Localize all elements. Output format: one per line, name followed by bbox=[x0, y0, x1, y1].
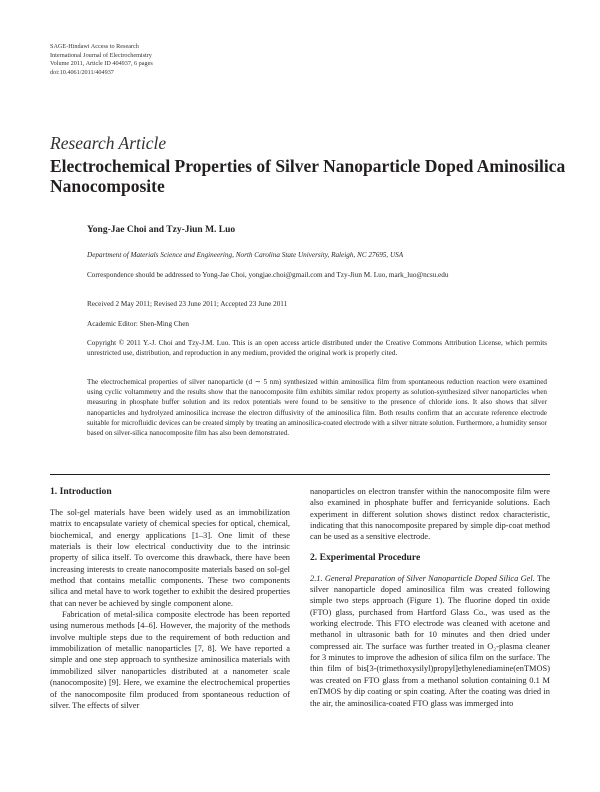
header-line-publisher: SAGE-Hindawi Access to Research bbox=[50, 43, 139, 50]
affiliation: Department of Materials Science and Engineering, North Carolina State University, Raleigh, NC 27695, USA bbox=[87, 251, 404, 259]
section-divider bbox=[50, 474, 550, 475]
article-type: Research Article bbox=[50, 133, 167, 153]
article-title: Electrochemical Properties of Silver Nanoparticle Doped Aminosilica Nanocomposite bbox=[50, 156, 566, 196]
experimental-paragraph-1 bbox=[310, 573, 550, 709]
correspondence: Correspondence should be addressed to Yong-Jae Choi, yongjae.choi@gmail.com and Tzy-Jiun M. Luo, mark_luo@ncsu.edu bbox=[87, 271, 449, 279]
academic-editor: Academic Editor: Shen-Ming Chen bbox=[87, 320, 190, 328]
header-line-doi: doi:10.4061/2011/404937 bbox=[50, 68, 114, 76]
experimental-text: The silver nanoparticle doped aminosilica film was created following simple two steps approach (Figure 1). The fluorine doped tin oxide (FTO) glass, purchased from Hartford Glass Co., was used as the working electrode. This FTO electrode was cleaned with acetone and methanol in ultrasonic bath for 10 minutes and then dried under compressed air. The surface was further treated in O₂-plasma cleaner for 3 minutes to improve the adhesion of silica film on the surface. The thin film of bis[3-(trimethoxysilyl)propyl]ethylenediamine(enTMOS) was created on FTO glass from a methanol solution containing 0.1 M enTMOS by dip coating or spin coating. After the coating was dried in the air, the aminosilica-coated FTO glass was immerged into bbox=[310, 573, 550, 708]
introduction-paragraph-1: The sol-gel materials have been widely used as an immobilization matrix to encapsulate variety of chemical species for optical, chemical, biochemical, and energy applications [1–3]. One limit of these materials is their low electrical conductivity due to the intrinsic property of silica itself. To overcome this drawback, there have been increasing interests to create nanocomposite materials based on sol-gel method that contains metallic components. These two components silica and metal have to work together to exhibit the desired properties that can never be achieved by single component alone. bbox=[50, 508, 290, 608]
right-column bbox=[310, 486, 550, 709]
introduction-heading: 1. Introduction bbox=[50, 486, 112, 497]
experimental-heading: 2. Experimental Procedure bbox=[310, 551, 421, 563]
abstract: The electrochemical properties of silver nanoparticle (d ∼ 5 nm) synthesized within aminosilica film from spontaneous reduction reaction were examined using cyclic voltammetry and the results show that the nanocomposite film exhibits similar redox property as solution-synthesized silver nanoparticles when measuring in phosphate buffer solution and its redox potentials were found to be sensitive to the presence of chloride ions. It also shows that silver nanoparticles and hydrolyzed aminosilica increase the electron diffusivity of the aminosilica film. Both results confirm that an accurate reference electrode suitable for microfluidic devices can be created simply by treating an aminosilica-coated electrode with a silver nitrate solution. Furthermore, a humidity sensor based on silver-silica nanocomposite film has also been demonstrated. bbox=[87, 378, 547, 438]
header-line-volume: Volume 2011, Article ID 404937, 6 pages bbox=[50, 60, 153, 68]
introduction-paragraph-2: Fabrication of metal-silica composite electrode has been reported using numerous methods [4–6]. However, the majority of the methods involve multiple steps due to the requirement of both reduction and immobilization of metallic nanoparticles [7, 8]. We have reported a simple and one step approach to synthesize aminosilica materials with immobilized silver nanoparticles distributed at a nanometer scale (nanocomposite) [9]. Here, we examine the electrochemical properties of the nanocomposite film produced from spontaneous reduction of silver. The effects of silver bbox=[50, 610, 290, 710]
subsection-heading: 2.1. General Preparation of Silver Nanoparticle Doped Silica Gel. bbox=[310, 573, 535, 583]
introduction-continuation: nanoparticles on electron transfer within the nanocomposite film were also examined in phosphate buffer and ferricyanide solutions. Each experiment in different solution shows distinct redox characteristic, indicating that this nanocomposite prepared by simple dip-coat method can be used as a sensitive electrode. bbox=[310, 487, 550, 542]
header-line-journal: International Journal of Electrochemistry bbox=[50, 51, 152, 59]
left-column bbox=[50, 486, 290, 711]
journal-header bbox=[50, 43, 153, 77]
author-list: Yong-Jae Choi and Tzy-Jiun M. Luo bbox=[87, 225, 236, 235]
article-dates: Received 2 May 2011; Revised 23 June 2011; Accepted 23 June 2011 bbox=[87, 300, 288, 308]
copyright-notice: Copyright © 2011 Y.-J. Choi and Tzy-J.M. Luo. This is an open access article distributed under the Creative Commons Attribution License, which permits unrestricted use, distribution, and reproduction in any medium, provided the original work is properly cited. bbox=[87, 339, 547, 358]
